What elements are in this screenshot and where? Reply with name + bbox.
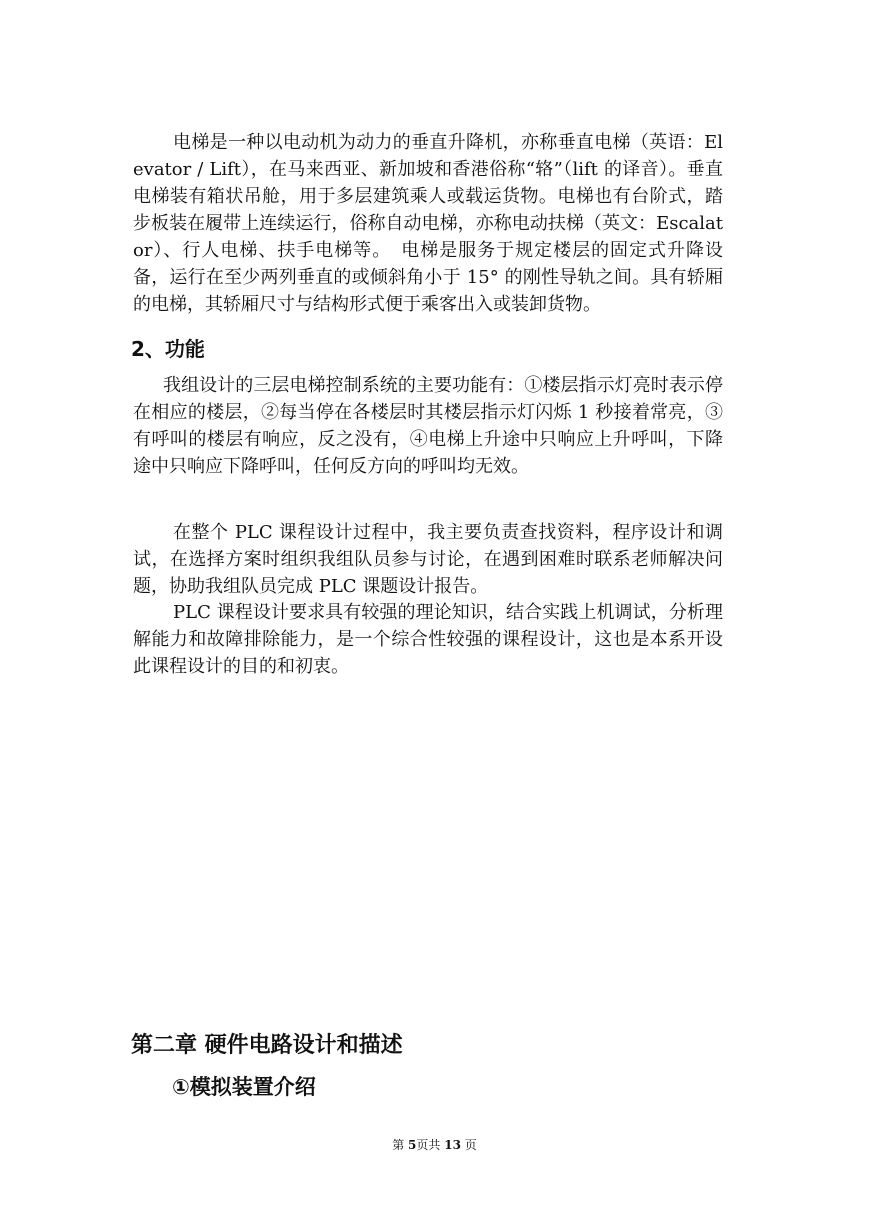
- purpose-paragraph: PLC 课程设计要求具有较强的理论知识，结合实践上机调试，分析理解能力和故障排除能力，是一个综合性较强的课程设计，这也是本系开设此课程设计的目的和初衷。: [133, 602, 723, 677]
- intro-paragraph: 电梯是一种以电动机为动力的垂直升降机，亦称垂直电梯（英语：Elevator / Lift），在马来西亚、新加坡和香港俗称“辂”（lift 的译音）。垂直电梯装有箱状吊舱，用于多层建筑乘人或载运货物。电梯也有台阶式，踏步板装在履带上连续运行，俗称自动电梯，亦称电动扶梯（英文：Escalator）、行人电梯、扶手电梯等。 电梯是服务于规定楼层的固定式升降设备，运行在至少两列垂直的或倾斜角小于 15° 的刚性导轨之间。具有轿厢的电梯，其轿厢尺寸与结构形式便于乘客出入或装卸货物。: [133, 132, 723, 315]
- subsection-heading: ①模拟装置介绍: [172, 1075, 316, 1099]
- footer-prefix: 第: [392, 1138, 409, 1152]
- role-paragraph: 在整个 PLC 课程设计过程中，我主要负责查找资料，程序设计和调试，在选择方案时组织我组队员参与讨论，在遇到困难时联系老师解决问题，协助我组队员完成 PLC 课题设计报告。: [133, 522, 723, 597]
- footer-middle: 页共: [416, 1138, 445, 1152]
- footer-suffix: 页: [460, 1138, 477, 1152]
- section-heading-function: 2、功能: [131, 337, 205, 361]
- function-paragraph: 我组设计的三层电梯控制系统的主要功能有：①楼层指示灯亮时表示停在相应的楼层，②每当停在各楼层时其楼层指示灯闪烁 1 秒接着常亮，③有呼叫的楼层有响应，反之没有，④电梯上升途中只响应上升呼叫，下降途中只响应下降呼叫，任何反方向的呼叫均无效。: [133, 375, 723, 477]
- footer-page-number: 5: [408, 1138, 417, 1152]
- page-footer: [0, 1136, 869, 1153]
- chapter-heading: 第二章 硬件电路设计和描述: [131, 1033, 403, 1058]
- footer-total-pages: 13: [444, 1138, 461, 1152]
